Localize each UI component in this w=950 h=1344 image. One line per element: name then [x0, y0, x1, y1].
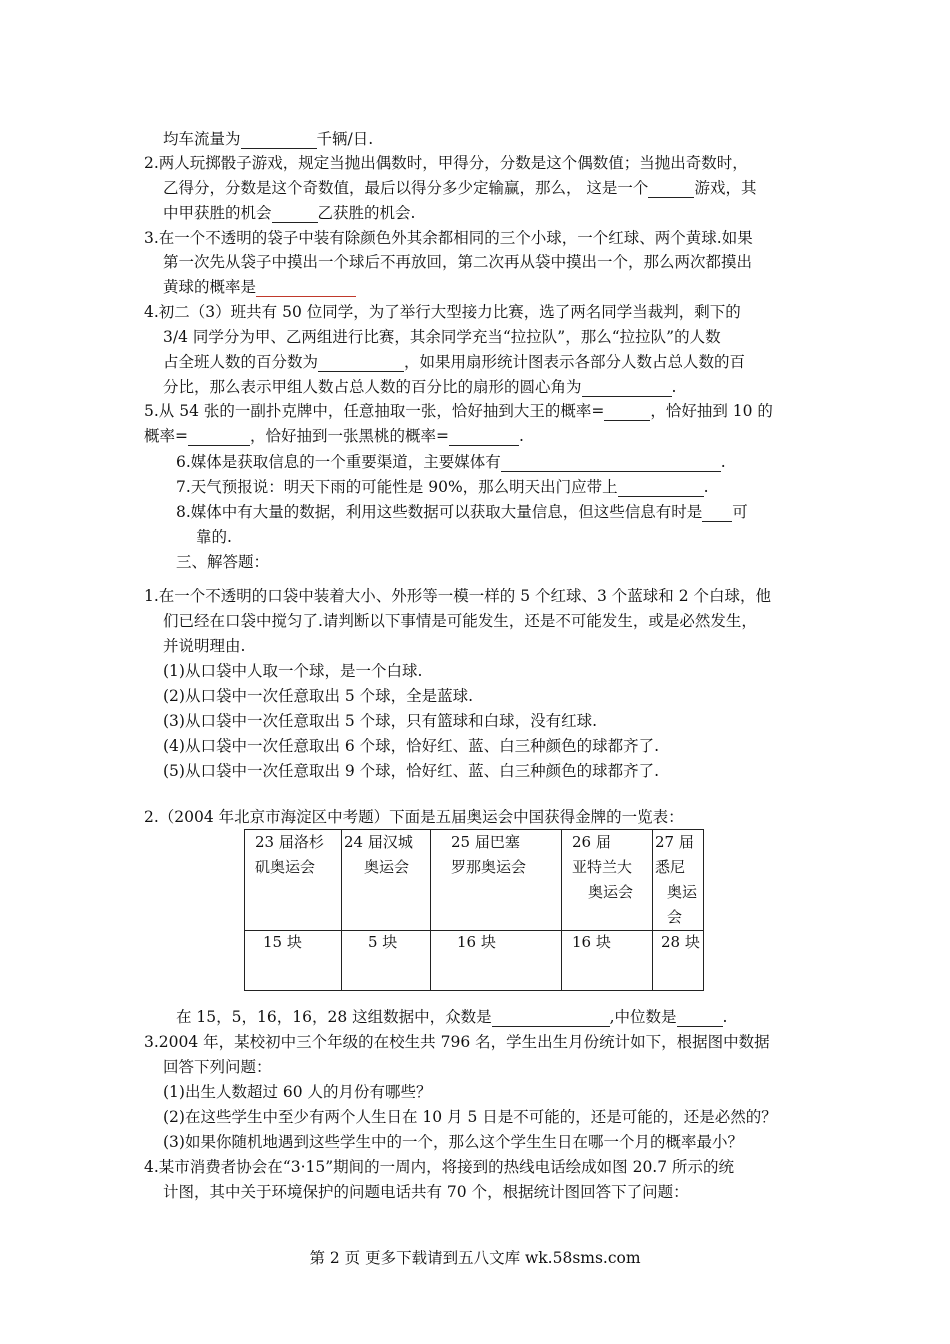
header-text: 罗那奥运会 [451, 858, 527, 876]
a3-item: (1)出生人数超过 60 人的月份有哪些？ [163, 1083, 432, 1101]
q2-line1: 2.两人玩掷骰子游戏，规定当抛出偶数时，甲得分，分数是这个偶数值；当抛出奇数时， [144, 154, 748, 172]
value-cell: 16 块 [562, 931, 653, 991]
a2-intro: 2.（2004 年北京市海淀区中考题）下面是五届奥运会中国获得金牌的一览表： [144, 808, 684, 826]
header-text: 亚特兰大 [572, 858, 633, 876]
a2-followup: 在 15，5，16，16，28 这组数据中，众数是 ,中位数是 . [176, 1008, 728, 1026]
a1-item: (1)从口袋中人取一个球，是一个白球. [163, 662, 423, 680]
blank[interactable] [677, 1010, 723, 1027]
blank[interactable] [256, 280, 356, 297]
a1-item: (3)从口袋中一次任意取出 5 个球，只有篮球和白球，没有红球. [163, 712, 598, 730]
q3-line1: 3.在一个不透明的袋子中装有除颜色外其余都相同的三个小球，一个红球、两个黄球.如果 [144, 229, 753, 247]
a3-line2: 回答下列问题： [163, 1058, 272, 1076]
q4-line1: 4.初二（3）班共有 50 位同学，为了举行大型接力比赛，选了两名同学当裁判，剩下的 [144, 303, 741, 321]
page-footer: 第 2 页 更多下载请到五八文库 wk.58sms.com [309, 1249, 641, 1267]
header-cell [431, 830, 562, 931]
header-cell [342, 830, 431, 931]
q3-line3: 黄球的概率是 [163, 277, 356, 297]
blank[interactable] [604, 404, 650, 421]
q5-line1: 5.从 54 张的一副扑克牌中，任意抽取一张，恰好抽到大王的概率= ，恰好抽到 10 的 [144, 402, 773, 420]
header-cell [245, 830, 342, 931]
a1-item: (2)从口袋中一次任意取出 5 个球，全是蓝球. [163, 687, 474, 705]
header-text: 23 届洛杉 [255, 833, 324, 851]
header-text: 26 届 [572, 833, 611, 851]
blank[interactable] [188, 429, 250, 446]
value-cell: 16 块 [431, 931, 562, 991]
table-row [245, 931, 704, 991]
blank[interactable] [272, 206, 318, 223]
header-text: 奥运会 [667, 883, 698, 926]
a3-line1: 3.2004 年，某校初中三个年级的在校生共 796 名，学生出生月份统计如下，根据图中数据 [144, 1033, 770, 1051]
blank[interactable] [241, 132, 317, 149]
q3-line2: 第一次先从袋子中摸出一个球后不再放回，第二次再从袋中摸出一个，那么两次都摸出 [163, 253, 753, 271]
q6-line: 6.媒体是获取信息的一个重要渠道，主要媒体有 . [176, 453, 726, 471]
gold-medal-table [244, 829, 704, 991]
q1-continuation: 均车流量为 千辆/日. [163, 130, 374, 148]
header-cell [653, 830, 704, 931]
a4-line1: 4.某市消费者协会在“3·15”期间的一周内，将接到的热线电话绘成如图 20.7 所示的统 [144, 1158, 735, 1176]
a3-item: (2)在这些学生中至少有两个人生日在 10 月 5 日是不可能的，还是可能的，还是必然的？ [163, 1108, 777, 1126]
blank[interactable] [318, 355, 404, 372]
blank[interactable] [449, 429, 519, 446]
a4-line2: 计图，其中关于环境保护的问题电话共有 70 个，根据统计图回答下了问题： [163, 1183, 689, 1201]
blank[interactable] [501, 455, 721, 472]
blank[interactable] [648, 181, 694, 198]
q7-line: 7.天气预报说：明天下雨的可能性是 90%，那么明天出门应带上 . [176, 478, 709, 496]
table-header-row [245, 830, 704, 931]
header-text: 27 届悉尼 [655, 833, 694, 876]
q2-line3: 中甲获胜的机会 乙获胜的机会. [163, 204, 416, 222]
header-text: 奥运会 [364, 858, 410, 876]
blank[interactable] [582, 380, 672, 397]
a1-item: (4)从口袋中一次任意取出 6 个球，恰好红、蓝、白三种颜色的球都齐了. [163, 737, 660, 755]
value-cell: 28 块 [653, 931, 704, 991]
q4-line2: 3/4 同学分为甲、乙两组进行比赛，其余同学充当“拉拉队”，那么“拉拉队”的人数 [163, 328, 721, 346]
blank[interactable] [702, 505, 732, 522]
blank[interactable] [492, 1010, 610, 1027]
q8-line1: 8.媒体中有大量的数据，利用这些数据可以获取大量信息，但这些信息有时是 可 [176, 503, 748, 521]
header-text: 25 届巴塞 [451, 833, 520, 851]
header-text: 奥运会 [588, 883, 634, 901]
q4-line3: 占全班人数的百分数为 ，如果用扇形统计图表示各部分人数占总人数的百 [163, 353, 746, 371]
q2-line2: 乙得分，分数是这个奇数值，最后以得分多少定输赢，那么， 这是一个 游戏，其 [163, 179, 757, 197]
value-cell: 15 块 [245, 931, 342, 991]
header-text: 矶奥运会 [255, 858, 316, 876]
value-cell: 5 块 [342, 931, 431, 991]
section-3-heading: 三、解答题： [176, 553, 270, 571]
a3-item: (3)如果你随机地遇到这些学生中的一个，那么这个学生生日在哪一个月的概率最小？ [163, 1133, 743, 1151]
a1-line3: 并说明理由. [163, 637, 246, 655]
blank[interactable] [618, 480, 704, 497]
q4-line4: 分比，那么表示甲组人数占总人数的百分比的扇形的圆心角为 . [163, 378, 677, 396]
q8-line2: 靠的. [196, 528, 232, 546]
a1-line1: 1.在一个不透明的口袋中装着大小、外形等一模一样的 5 个红球、3 个蓝球和 2 个白球，他 [144, 587, 772, 605]
header-cell [562, 830, 653, 931]
a1-line2: 们已经在口袋中搅匀了.请判断以下事情是可能发生，还是不可能发生，或是必然发生， [163, 612, 757, 630]
a1-item: (5)从口袋中一次任意取出 9 个球，恰好红、蓝、白三种颜色的球都齐了. [163, 762, 660, 780]
q5-line2: 概率= ，恰好抽到一张黑桃的概率= . [144, 427, 524, 445]
header-text: 24 届汉城 [344, 833, 413, 851]
